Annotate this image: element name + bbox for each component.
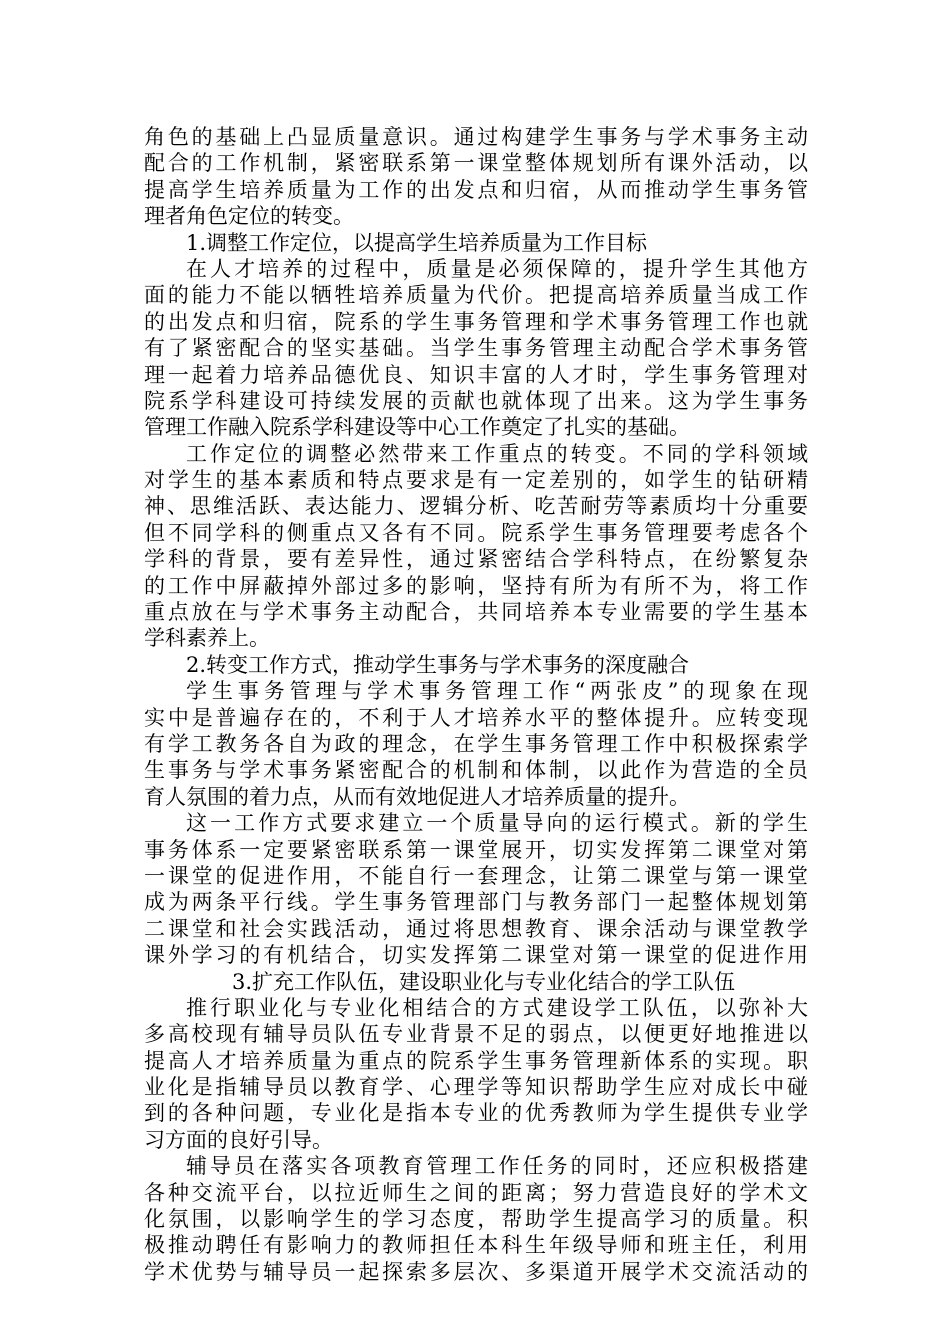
document-body [144, 124, 808, 1285]
text-line: 在人才培养的过程中，质量是必须保障的，提升学生其他方 [186, 256, 808, 281]
text-line: 学科的背景，要有差异性，通过紧密结合学科特点，在纷繁复杂 [144, 547, 808, 572]
text-line: 的工作中屏蔽掉外部过多的影响，坚持有所为有所不为，将工作 [144, 573, 808, 598]
text-line: 配合的工作机制，紧密联系第一课堂整体规划所有课外活动，以 [144, 151, 808, 176]
text-line: 但不同学科的侧重点又各有不同。院系学生事务管理要考虑各个 [144, 520, 808, 545]
text-line: 化氛围，以影响学生的学习态度，帮助学生提高学习的质量。积 [144, 1207, 808, 1232]
text-line: 辅导员在落实各项教育管理工作任务的同时，还应积极搭建 [186, 1154, 808, 1179]
text-line: 到的各种问题，专业化是指本专业的优秀教师为学生提供专业学 [144, 1101, 808, 1126]
text-line: 课外学习的有机结合，切实发挥第二课堂对第一课堂的促进作用 [144, 943, 808, 968]
text-line: 有学工教务各自为政的理念，在学生事务管理工作中积极探索学 [144, 731, 808, 756]
text-line: 极推动聘任有影响力的教师担任本科生年级导师和班主任，利用 [144, 1233, 808, 1258]
text-line: 实中是普遍存在的，不利于人才培养水平的整体提升。应转变现 [144, 705, 808, 730]
text-line: 学生事务管理与学术事务管理工作“两张皮”的现象在现 [186, 679, 808, 704]
text-line: 神、思维活跃、表达能力、逻辑分析、吃苦耐劳等素质均十分重要 [144, 494, 808, 519]
text-line: 重点放在与学术事务主动配合，共同培养本专业需要的学生基本 [144, 600, 808, 625]
text-line: 这一工作方式要求建立一个质量导向的运行模式。新的学生 [186, 811, 808, 836]
text-line: 一课堂的促进作用，不能自行一套理念，让第二课堂与第一课堂 [144, 863, 808, 888]
text-line: 角色的基础上凸显质量意识。通过构建学生事务与学术事务主动 [144, 125, 808, 149]
text-line: 提高人才培养质量为重点的院系学生事务管理新体系的实现。职 [144, 1048, 808, 1073]
text-line: 对学生的基本素质和特点要求是有一定差别的，如学生的钻研精 [144, 468, 808, 493]
text-line: 学科素养上。 [144, 626, 270, 651]
text-line: 事务体系一定要紧密联系第一课堂展开，切实发挥第二课堂对第 [144, 837, 808, 862]
text-line: 生事务与学术事务紧密配合的机制和体制，以此作为营造的全员 [144, 758, 808, 783]
text-line: 学术优势与辅导员一起探索多层次、多渠道开展学术交流活动的 [144, 1259, 808, 1284]
text-line: 工作定位的调整必然带来工作重点的转变。不同的学科领域 [186, 441, 808, 466]
section-heading: 2.转变工作方式，推动学生事务与学术事务的深度融合 [186, 652, 690, 677]
text-line: 育人氛围的着力点，从而有效地促进人才培养质量的提升。 [144, 784, 690, 809]
text-line: 推行职业化与专业化相结合的方式建设学工队伍，以弥补大 [186, 995, 808, 1020]
text-line: 有了紧密配合的坚实基础。当学生事务管理主动配合学术事务管 [144, 336, 808, 361]
text-line: 理一起着力培养品德优良、知识丰富的人才时，学生事务管理对 [144, 362, 808, 387]
text-line: 业化是指辅导员以教育学、心理学等知识帮助学生应对成长中碰 [144, 1075, 808, 1100]
text-line: 习方面的良好引导。 [144, 1127, 333, 1152]
section-heading: 3.扩充工作队伍，建设职业化与专业化结合的学工队伍 [232, 969, 736, 994]
text-line: 管理工作融入院系学科建设等中心工作奠定了扎实的基础。 [144, 415, 690, 440]
text-line: 二课堂和社会实践活动，通过将思想教育、课余活动与课堂教学 [144, 916, 808, 941]
text-line: 院系学科建设可持续发展的贡献也就体现了出来。这为学生事务 [144, 388, 808, 413]
section-heading: 1.调整工作定位，以提高学生培养质量为工作目标 [186, 230, 648, 255]
text-line: 面的能力不能以牺牲培养质量为代价。把提高培养质量当成工作 [144, 283, 808, 308]
text-line: 的出发点和归宿，院系的学生事务管理和学术事务管理工作也就 [144, 309, 808, 334]
text-line: 提高学生培养质量为工作的出发点和归宿，从而推动学生事务管 [144, 177, 808, 202]
text-line: 成为两条平行线。学生事务管理部门与教务部门一起整体规划第 [144, 890, 808, 915]
text-line: 多高校现有辅导员队伍专业背景不足的弱点，以便更好地推进以 [144, 1022, 808, 1047]
text-line: 各种交流平台，以拉近师生之间的距离；努力营造良好的学术文 [144, 1180, 808, 1205]
text-line: 理者角色定位的转变。 [144, 204, 354, 229]
